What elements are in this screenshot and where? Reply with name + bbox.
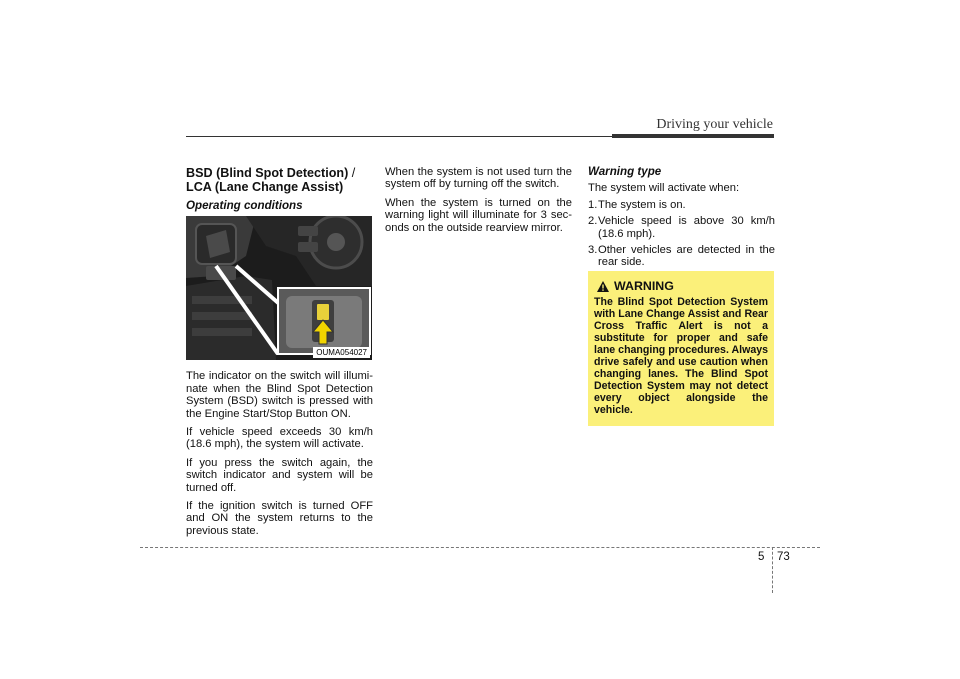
list-item xyxy=(588,215,775,240)
warning-header xyxy=(597,279,768,293)
section-title-separator: / xyxy=(348,166,356,180)
header-rule-accent xyxy=(612,134,774,138)
paragraph: If the ignition switch is turned OFF and ON the system returns to the previous state. xyxy=(186,500,373,537)
list-item-text: The system is on. xyxy=(598,198,686,211)
list-item-number: 2. xyxy=(588,215,598,228)
activation-list xyxy=(588,199,775,269)
column-3 xyxy=(588,166,775,273)
list-item-text: Vehicle speed is above 30 km/h (18.6 mph). xyxy=(598,215,775,240)
section-title xyxy=(186,166,373,194)
dashboard-switch-figure xyxy=(186,216,372,360)
footer-divider xyxy=(772,547,773,593)
warning-type-intro: The system will activate when: xyxy=(588,182,740,195)
paragraph: If you press the switch again, the switch indicator and system will be turned off. xyxy=(186,456,373,494)
chapter-number: 5 xyxy=(758,551,765,563)
warning-box xyxy=(588,271,774,426)
list-item xyxy=(588,244,775,269)
header-title: Driving your vehicle xyxy=(656,117,773,132)
figure-caption: OUMA054027 xyxy=(313,347,370,358)
list-item xyxy=(588,199,775,211)
warning-triangle-icon xyxy=(597,281,609,292)
paragraph: When the system is turned on the warning light will illuminate for 3 sec-onds on the outside rearview mirror. xyxy=(385,196,572,234)
column-1 xyxy=(186,166,373,543)
list-item-text: Other vehicles are detected in the rear side. xyxy=(598,244,775,269)
section-title-lca: LCA (Lane Change Assist) xyxy=(186,180,344,194)
list-item-number: 1. xyxy=(588,198,598,211)
column-2 xyxy=(385,166,572,240)
dashboard-photo-illustration xyxy=(186,216,372,360)
section-title-bsd: BSD (Blind Spot Detection) xyxy=(186,166,349,180)
warning-text: The Blind Spot Detection System with Lane Change Assist and Rear Cross Traffic Alert is not a substitute for proper and safe lane changing procedures. Always drive safely and use caution when changing lanes. The Blind Spot Detection System may not detect every object alongside the vehicle. xyxy=(594,296,768,416)
paragraph: When the system is not used turn the system off by turning off the switch. xyxy=(385,166,572,191)
list-item-number: 3. xyxy=(588,244,598,257)
paragraph: If vehicle speed exceeds 30 km/h (18.6 mph), the system will activate. xyxy=(186,426,373,451)
operating-conditions-heading: Operating conditions xyxy=(186,199,303,212)
warning-type-heading: Warning type xyxy=(588,165,662,178)
warning-label: WARNING xyxy=(614,279,674,293)
footer-rule xyxy=(140,547,820,548)
paragraph: The indicator on the switch will illumi-nate when the Blind Spot Detection System (BSD) switch is pressed with the Engine Start/Stop Button ON. xyxy=(186,370,373,420)
header-rule xyxy=(186,136,612,137)
page-number: 73 xyxy=(777,551,790,563)
